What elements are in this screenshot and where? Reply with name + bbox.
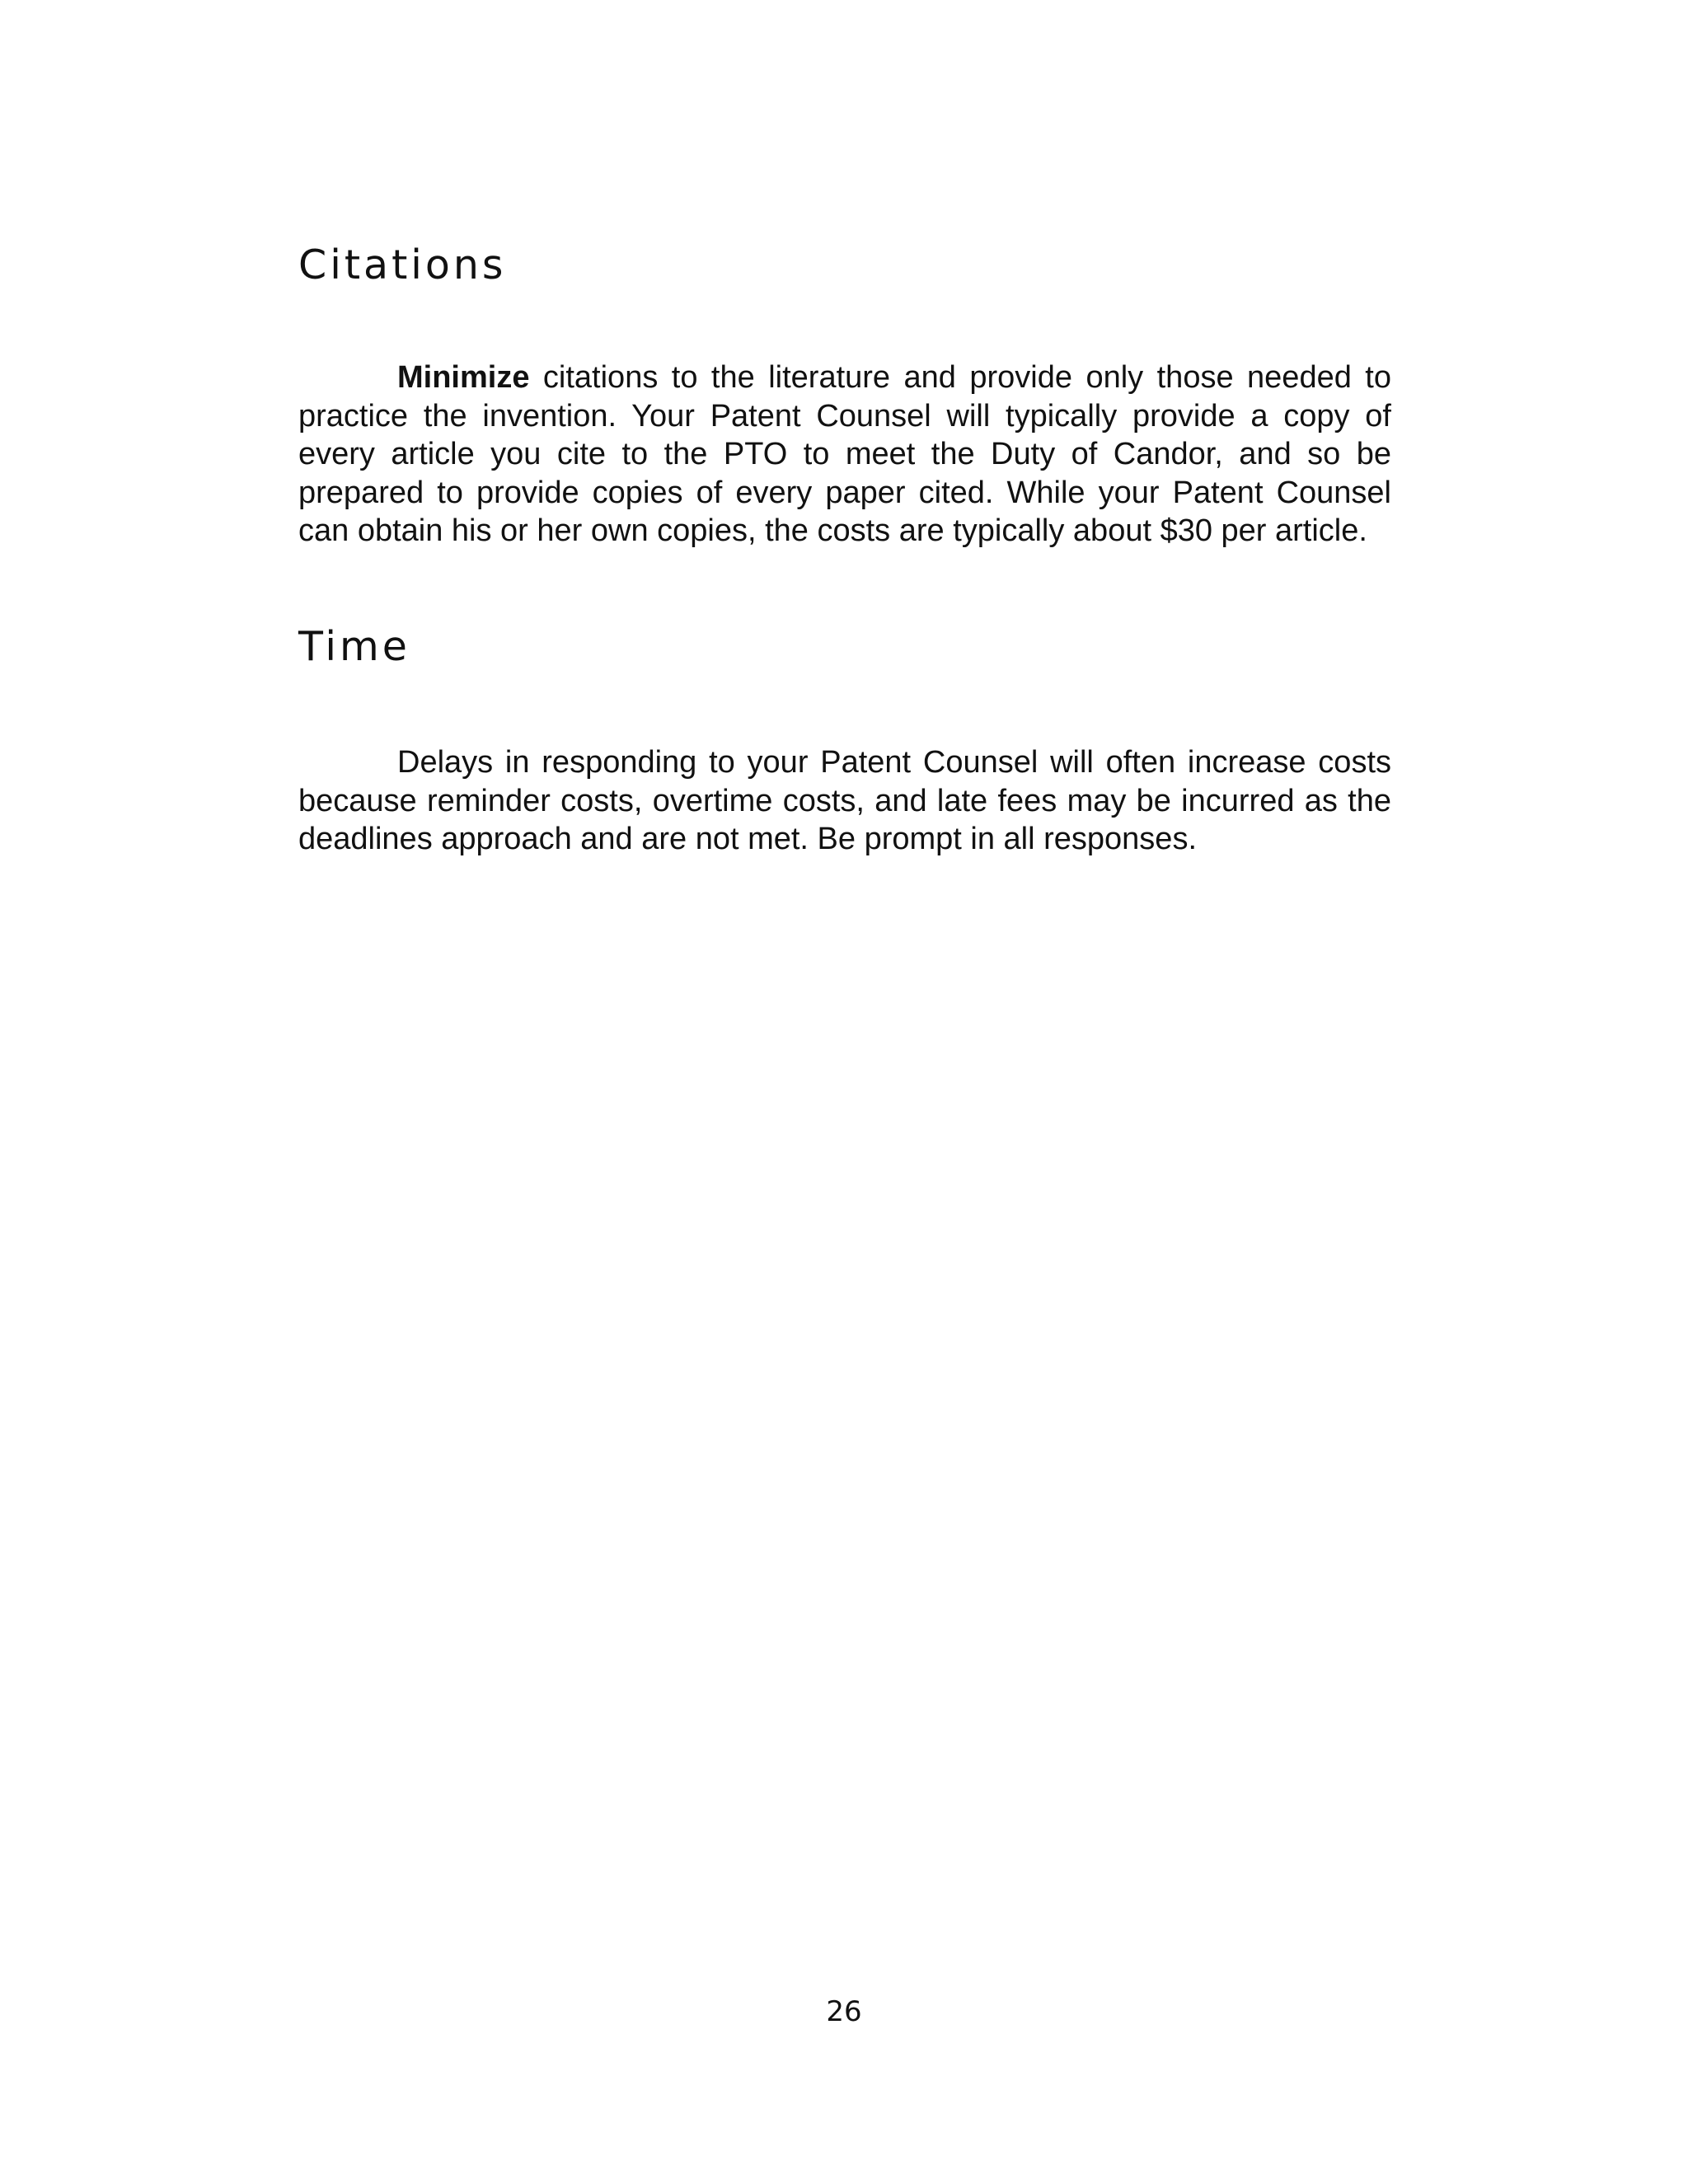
section-heading-time: Time (298, 623, 410, 670)
citations-body-text: citations to the literature and provide only those needed to practice the invention. Your Patent Counsel will typically provide a copy of every article you cite to the PTO to meet the Duty of Candor, and so be prepared to provide copies of every paper cited. While your Patent Counsel can obtain his or her own copies, the costs are typically about $30 per article. (298, 360, 1391, 548)
page-number: 26 (826, 1995, 862, 2028)
citations-emphasis: Minimize (397, 360, 530, 395)
citations-paragraph (298, 359, 1391, 551)
section-heading-citations: Citations (298, 241, 507, 288)
time-paragraph: Delays in responding to your Patent Counsel will often increase costs because reminder costs, overtime costs, and late fees may be incurred as the deadlines approach and are not met. Be prompt in all responses. (298, 745, 1391, 856)
